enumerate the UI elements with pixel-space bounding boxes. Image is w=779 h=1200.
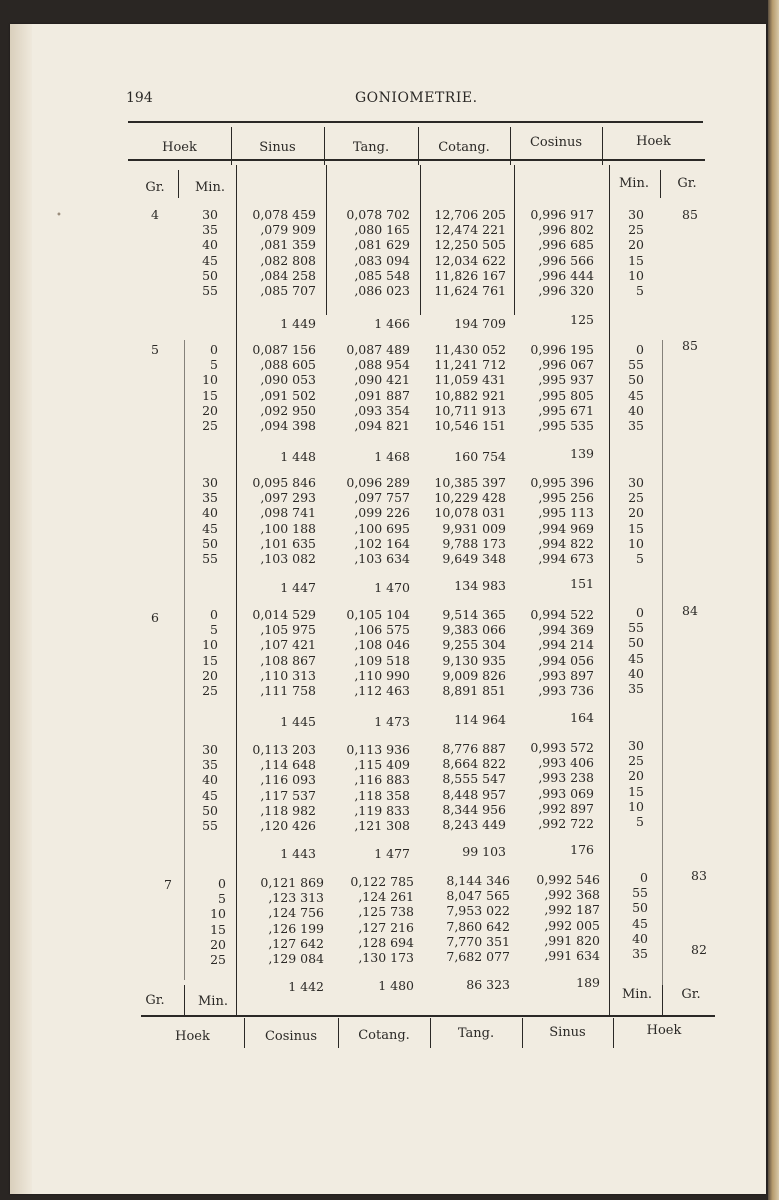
cos-cell: 0,992 546 ,992 368 ,992 187 ,992 005 ,991 820 ,991 634: [536, 872, 600, 964]
diff-tan: 1 477: [374, 846, 410, 861]
tan-cell: 0,105 104 ,106 575 ,108 046 ,109 518 ,110 990 ,112 463: [346, 607, 410, 699]
speck: •: [56, 210, 62, 221]
cos-cell: 0,995 396 ,995 256 ,995 113 ,994 969 ,994 822 ,994 673: [530, 475, 594, 567]
diff-tan: 1 473: [374, 714, 410, 729]
rule-top: [128, 121, 703, 123]
footer-min-right: Min.: [622, 987, 652, 1002]
page-edge: [10, 24, 32, 1194]
diff-cot: 99 103: [462, 844, 506, 859]
cot-cell: 8,144 346 8,047 565 7,953 022 7,860 642 7,770 351 7,682 077: [446, 873, 510, 965]
min-right-cell: 0 55 50 45 40 35: [628, 605, 644, 697]
min-cell: 0 5 10 15 20 25: [202, 342, 218, 434]
min-right-cell: 30 25 20 15 10 5: [628, 475, 644, 567]
header-hoek-left: Hoek: [162, 140, 197, 155]
min-cell: 30 35 40 45 50 55: [202, 742, 218, 834]
tan-cell: 0,096 289 ,097 757 ,099 226 ,100 695 ,102 164 ,103 634: [346, 475, 410, 567]
rule-body-left-min: [184, 340, 185, 980]
tan-cell: 0,122 785 ,124 261 ,125 738 ,127 216 ,128 694 ,130 173: [350, 874, 414, 966]
cot-cell: 8,776 887 8,664 822 8,555 547 8,448 957 8,344 956 8,243 449: [442, 741, 506, 833]
deg-right-cell-2: 82: [691, 942, 707, 957]
subheader-min: Min.: [195, 180, 225, 195]
deg-cell: 5: [151, 342, 159, 357]
diff-cot: 160 754: [454, 449, 506, 464]
cot-cell: 12,706 205 12,474 221 12,250 505 12,034 622 11,826 167 11,624 761: [434, 207, 506, 299]
deg-right-cell: 83: [691, 868, 707, 883]
subheader-gr-right: Gr.: [677, 176, 697, 191]
header-sinus: Sinus: [259, 140, 296, 155]
footer-hoek-left: Hoek: [175, 1029, 210, 1044]
diff-tan: 1 468: [374, 449, 410, 464]
rule-under-header: [128, 159, 705, 161]
min-right-cell: 0 55 50 45 40 35: [628, 342, 644, 434]
diff-tan: 1 480: [378, 978, 414, 993]
next-page-edge: [768, 0, 779, 1200]
sin-cell: 0,014 529 ,105 975 ,107 421 ,108 867 ,110 313 ,111 758: [252, 607, 316, 699]
sin-cell: 0,095 846 ,097 293 ,098 741 ,100 188 ,101 635 ,103 082: [252, 475, 316, 567]
page-number: 194: [126, 90, 153, 106]
rule-footer-min: [184, 985, 185, 1015]
rule-body-min: [178, 170, 179, 198]
cos-cell: 0,996 195 ,996 067 ,995 937 ,995 805 ,995 671 ,995 535: [530, 342, 594, 434]
subheader-gr: Gr.: [145, 180, 165, 195]
deg-right-cell: 84: [682, 603, 698, 618]
diff-sin: 1 448: [280, 449, 316, 464]
header-hoek-right: Hoek: [636, 134, 671, 149]
rule-footer-min-right: [662, 985, 663, 1015]
deg-right-cell: 85: [682, 207, 698, 222]
diff-sin: 1 443: [280, 846, 316, 861]
diff-cos: 125: [570, 312, 594, 327]
cos-cell: 0,993 572 ,993 406 ,993 238 ,993 069 ,992 897 ,992 722: [530, 740, 594, 832]
diff-cos: 139: [570, 446, 594, 461]
footer-gr: Gr.: [145, 993, 165, 1008]
footer-sinus: Sinus: [549, 1025, 586, 1040]
subheader-min-right: Min.: [619, 176, 649, 191]
min-cell: 0 5 10 15 20 25: [210, 876, 226, 968]
min-cell: 0 5 10 15 20 25: [202, 607, 218, 699]
min-cell: 30 35 40 45 50 55: [202, 207, 218, 299]
page-title: GONIOMETRIE.: [355, 90, 478, 106]
diff-cos: 151: [570, 576, 594, 591]
min-right-cell: 30 25 20 15 10 5: [628, 207, 644, 299]
header-tang: Tang.: [352, 140, 390, 155]
footer-gr-right: Gr.: [681, 987, 701, 1002]
tan-cell: 0,078 702 ,080 165 ,081 629 ,083 094 ,085 548 ,086 023: [346, 207, 410, 299]
rule-body-gr-right: [660, 170, 661, 198]
sin-cell: 0,121 869 ,123 313 ,124 756 ,126 199 ,127 642 ,129 084: [260, 875, 324, 967]
tan-cell: 0,087 489 ,088 954 ,090 421 ,091 887 ,093 354 ,094 821: [346, 342, 410, 434]
cot-cell: 10,385 397 10,229 428 10,078 031 9,931 009 9,788 173 9,649 348: [434, 475, 506, 567]
diff-sin: 1 445: [280, 714, 316, 729]
header-cosinus: Cosinus: [529, 135, 583, 150]
diff-cot: 194 709: [454, 316, 506, 331]
footer-hoek-right: Hoek: [646, 1023, 682, 1038]
diff-cos: 164: [570, 710, 594, 725]
diff-tan: 1 466: [374, 316, 410, 331]
diff-cot: 114 964: [454, 712, 506, 727]
footer-tang: Tang.: [457, 1026, 495, 1041]
diff-sin: 1 442: [288, 979, 324, 994]
min-right-cell: 0 55 50 45 40 35: [632, 870, 648, 962]
min-right-cell: 30 25 20 15 10 5: [628, 738, 644, 830]
rule-body-right-min: [662, 340, 663, 990]
cos-cell: 0,996 917 ,996 802 ,996 685 ,996 566 ,996 444 ,996 320: [530, 207, 594, 299]
deg-cell: 6: [151, 610, 159, 625]
sin-cell: 0,078 459 ,079 909 ,081 359 ,082 808 ,084 258 ,085 707: [252, 207, 316, 299]
diff-sin: 1 447: [280, 580, 316, 595]
diff-tan: 1 470: [374, 580, 410, 595]
diff-sin: 1 449: [280, 316, 316, 331]
diff-cos: 189: [576, 975, 600, 990]
footer-min: Min.: [198, 994, 228, 1009]
sin-cell: 0,087 156 ,088 605 ,090 053 ,091 502 ,092 950 ,094 398: [252, 342, 316, 434]
deg-cell: 4: [151, 207, 159, 222]
deg-cell: 7: [164, 877, 172, 892]
cot-cell: 11,430 052 11,241 712 11,059 431 10,882 921 10,711 913 10,546 151: [434, 342, 506, 434]
diff-cot: 134 983: [454, 578, 506, 593]
sin-cell: 0,113 203 ,114 648 ,116 093 ,117 537 ,118 982 ,120 426: [252, 742, 316, 834]
rule-body-right: [609, 165, 610, 1015]
diff-cos: 176: [570, 842, 594, 857]
deg-right-cell: 85: [682, 338, 698, 353]
cot-cell: 9,514 365 9,383 066 9,255 304 9,130 935 9,009 826 8,891 851: [442, 607, 506, 699]
rule-above-footer: [141, 1015, 715, 1017]
footer-cosinus: Cosinus: [264, 1029, 318, 1044]
cos-cell: 0,994 522 ,994 369 ,994 214 ,994 056 ,993 897 ,993 736: [530, 607, 594, 699]
header-cotang: Cotang.: [438, 140, 490, 155]
tan-cell: 0,113 936 ,115 409 ,116 883 ,118 358 ,119 833 ,121 308: [346, 742, 410, 834]
min-cell: 30 35 40 45 50 55: [202, 475, 218, 567]
footer-cotang: Cotang.: [358, 1028, 410, 1043]
diff-cot: 86 323: [466, 977, 510, 992]
